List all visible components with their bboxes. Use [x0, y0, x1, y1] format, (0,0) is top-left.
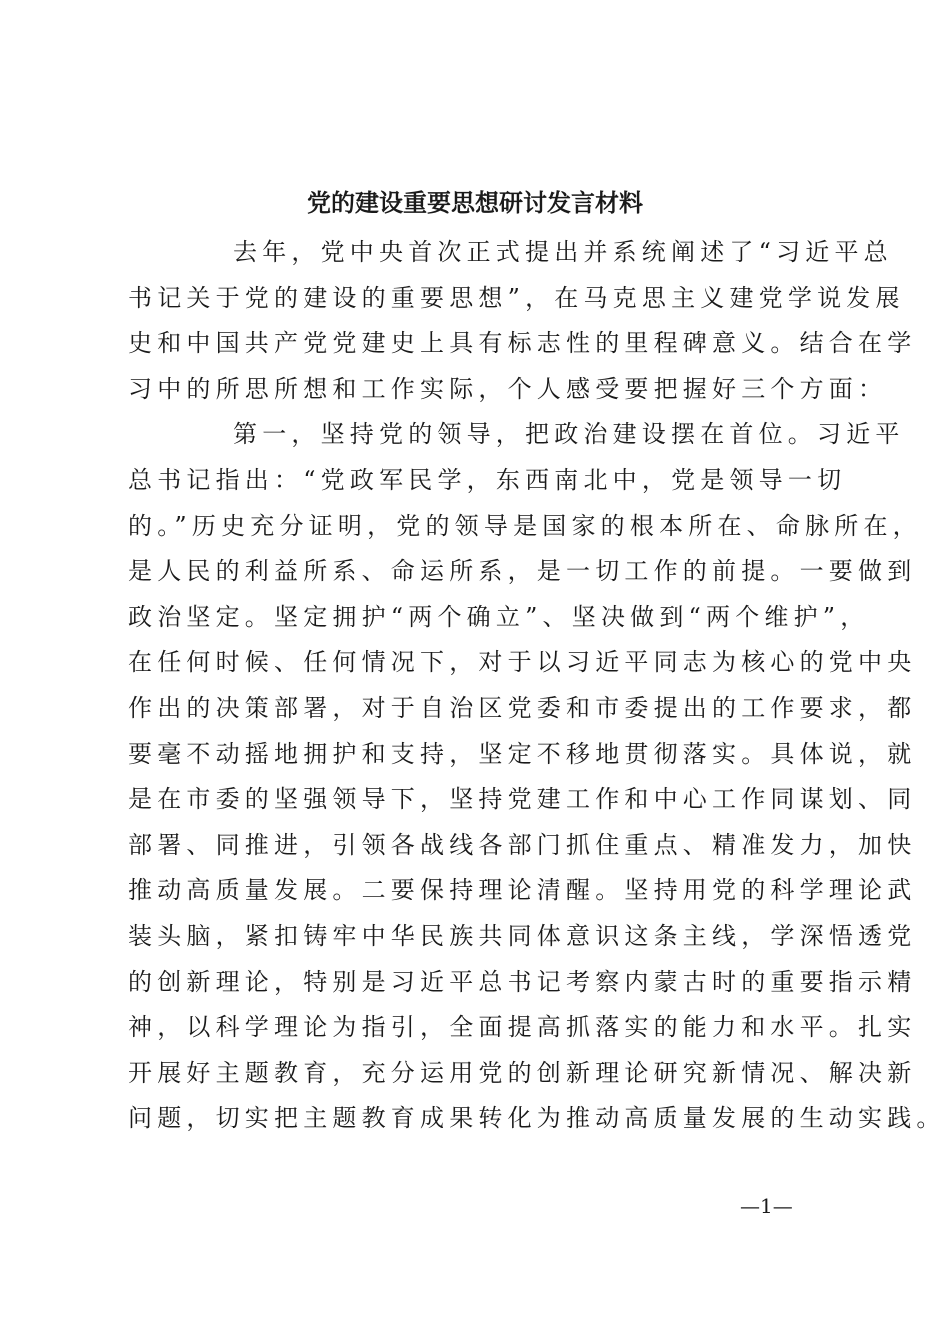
document-body — [128, 230, 946, 1142]
paragraph-line: 是在市委的坚强领导下，坚持党建工作和中心工作同谋划、同 — [128, 785, 917, 814]
paragraph-line: 政治坚定。坚定拥护“两个确立”、坚决做到“两个维护”， — [128, 602, 870, 631]
paragraph-line: 问题，切实把主题教育成果转化为推动高质量发展的生动实践。 — [128, 1104, 946, 1133]
paragraph-line: 开展好主题教育，充分运用党的创新理论研究新情况、解决新 — [128, 1058, 917, 1087]
document-title: 党的建设重要思想研讨发言材料 — [307, 188, 643, 217]
paragraph-line: 要毫不动摇地拥护和支持，坚定不移地贯彻落实。具体说，就 — [128, 739, 917, 768]
paragraph-line: 总书记指出：“党政军民学，东西南北中，党是领导一切 — [128, 465, 847, 494]
paragraph-line: 部署、同推进，引领各战线各部门抓住重点、精准发力，加快 — [128, 830, 917, 859]
paragraph-line: 推动高质量发展。二要保持理论清醒。坚持用党的科学理论武 — [128, 876, 917, 905]
paragraph-line: 史和中国共产党党建史上具有标志性的里程碑意义。结合在学 — [128, 329, 917, 358]
paragraph-line: 习中的所思所想和工作实际，个人感受要把握好三个方面： — [128, 374, 888, 403]
paragraph-line: 装头脑，紧扣铸牢中华民族共同体意识这条主线，学深悟透党 — [128, 921, 917, 950]
paragraph-line: 去年，党中央首次正式提出并系统阐述了“习近平总 — [233, 238, 893, 266]
paragraph-intro — [128, 230, 917, 412]
paragraph-line: 是人民的利益所系、命运所系，是一切工作的前提。一要做到 — [128, 557, 917, 586]
paragraph-line: 书记关于党的建设的重要思想”，在马克思主义建党学说发展 — [128, 283, 905, 312]
paragraph-first-point — [128, 412, 946, 1142]
paragraph-line: 的创新理论，特别是习近平总书记考察内蒙古时的重要指示精 — [128, 967, 917, 996]
paragraph-line: 作出的决策部署，对于自治区党委和市委提出的工作要求，都 — [128, 693, 917, 722]
paragraph-line: 的。”历史充分证明，党的领导是国家的根本所在、命脉所在， — [128, 511, 922, 540]
paragraph-line: 神，以科学理论为指引，全面提高抓落实的能力和水平。扎实 — [128, 1013, 917, 1042]
paragraph-line: 在任何时候、任何情况下，对于以习近平同志为核心的党中央 — [128, 648, 917, 677]
paragraph-line: 第一，坚持党的领导，把政治建设摆在首位。习近平 — [233, 420, 905, 449]
page-number: —1— — [740, 1194, 793, 1218]
